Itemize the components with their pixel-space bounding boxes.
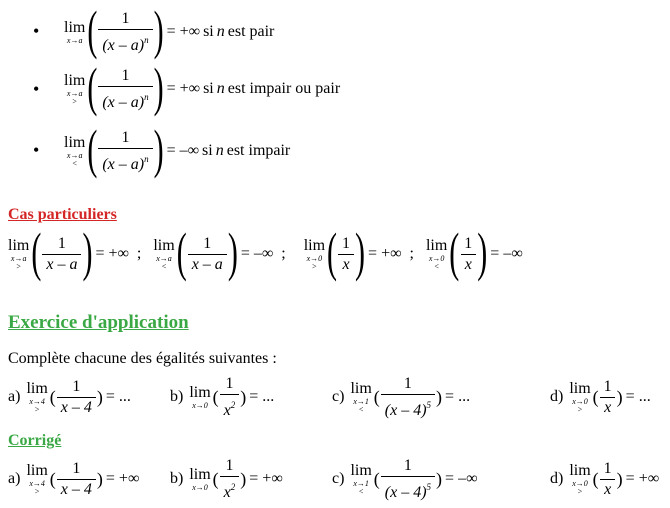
lim-operator: lim x→a: [64, 18, 86, 45]
question-d: d) lim x→0 > ( $\frac{1}{x}$ ) = ...: [550, 377, 651, 416]
fraction: $\frac{1}{(x - a)^n}$: [98, 129, 152, 174]
question-b: b) lim x→0 ( $\frac{1}{x^2}$ ) = ...: [170, 374, 275, 419]
fraction: $\frac{1}{x}$: [460, 235, 476, 274]
cas-particuliers-heading: Cas particuliers: [8, 206, 117, 223]
exercice-heading: Exercice d'application: [8, 312, 189, 333]
fraction: $\frac{1}{(x - a)^n}$: [98, 10, 152, 55]
lim-operator: lim x→0 >: [303, 236, 326, 271]
fraction: $\frac{1}{x - a}$: [42, 235, 81, 274]
cas-particuliers-row: lim x→a > ( $\frac{1}{x - a}$ ) = +∞ ; lim x→a < ( $\frac{1}{x - a}$ ) = –∞ ; lim x→0 > ( $\frac{1}{x}$ ) = +∞ ; lim x→0 < ( $\frac{1}{x}$ ) = –∞: [8, 223, 523, 283]
bullet: •: [33, 79, 40, 99]
answer-b: b) lim x→0 ( $\frac{1}{x^2}$ ) = +∞: [170, 456, 283, 501]
question-c: c) lim x→1 < ( $\frac{1}{(x - 4)^5}$ ) = ...: [332, 374, 471, 419]
fraction: $\frac{1}{(x - a)^n}$: [98, 67, 152, 112]
bullet: •: [33, 140, 40, 160]
lim-operator: lim x→0 <: [425, 236, 448, 271]
answer-c: c) lim x→1 < ( $\frac{1}{(x - 4)^5}$ ) = –∞: [332, 456, 478, 501]
lim-operator: lim x→a >: [8, 236, 30, 271]
answer-d: d) lim x→0 > ( $\frac{1}{x}$ ) = +∞: [550, 459, 660, 498]
answer-a: a) lim x→4 > ( $\frac{1}{x - 4}$ ) = +∞: [8, 459, 140, 498]
lim-operator: lim x→a <: [153, 236, 175, 271]
fraction: $\frac{1}{x}$: [338, 235, 354, 274]
corrige-heading: Corrigé: [8, 432, 62, 449]
lim-operator: lim x→a >: [64, 71, 86, 106]
instruction-text: Complète chacune des égalités suivantes :: [8, 350, 277, 367]
question-a: a) lim x→4 > ( $\frac{1}{x - 4}$ ) = ...: [8, 377, 131, 416]
bullet: •: [33, 21, 40, 41]
lim-operator: lim x→a <: [64, 133, 86, 168]
fraction: $\frac{1}{x - a}$: [188, 235, 227, 274]
